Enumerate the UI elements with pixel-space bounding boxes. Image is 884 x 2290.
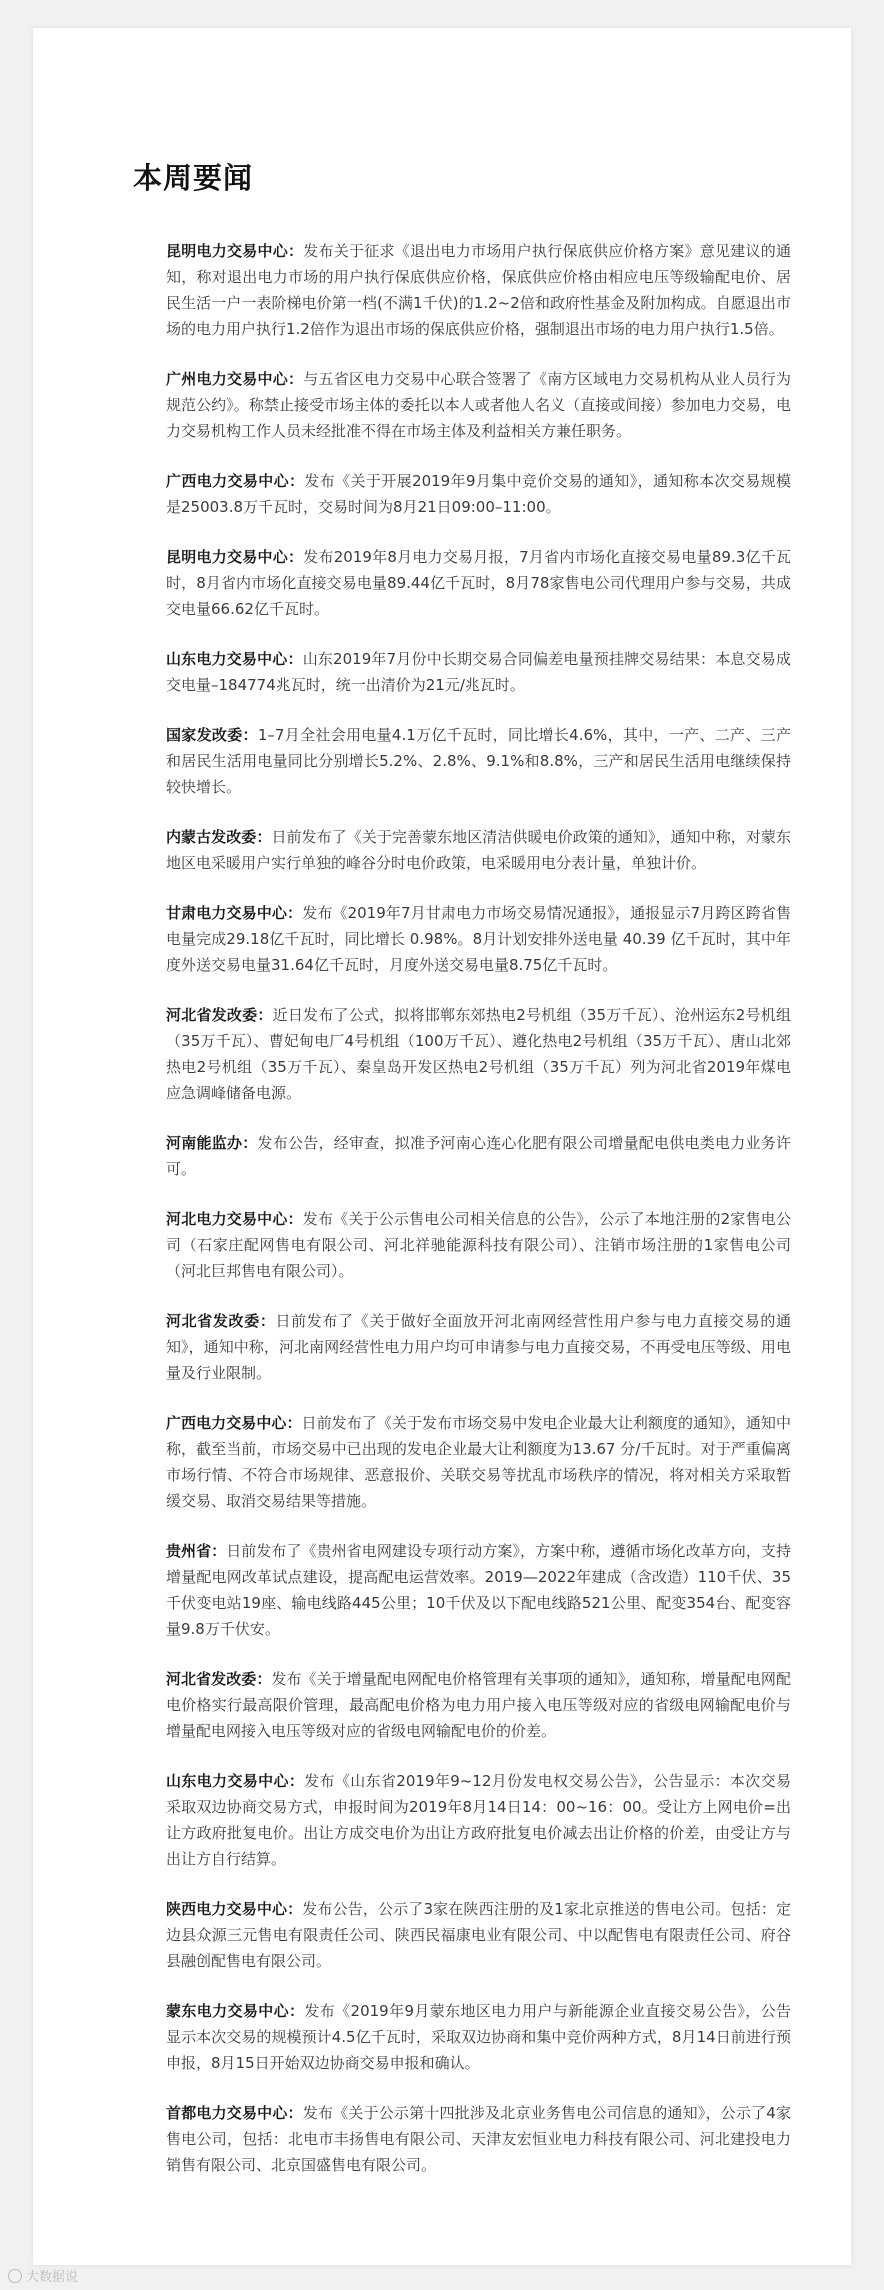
news-text: 日前发布了《关于做好全面放开河北南网经营性用户参与电力直接交易的通知》，通知中称，河北南网经营性电力用户均可申请参与电力直接交易，不再受电压等级、用电量及行业限制。 (166, 1312, 791, 1382)
watermark-logo-icon (8, 2269, 22, 2283)
news-item (166, 544, 791, 622)
watermark (8, 2266, 78, 2285)
news-source: 昆明电力交易中心： (166, 242, 304, 260)
news-item (166, 366, 791, 444)
news-list (166, 238, 791, 2202)
news-text: 发布《关于公示售电公司相关信息的公告》，公示了本地注册的2家售电公司（石家庄配网售电有限公司、河北祥驰能源科技有限公司）、注销市场注册的1家售电公司（河北巨邦售电有限公司）。 (166, 1210, 791, 1280)
news-item (166, 824, 791, 876)
news-item (166, 1308, 791, 1386)
news-source: 贵州省： (166, 1542, 227, 1560)
news-item (166, 1998, 791, 2076)
news-source: 蒙东电力交易中心： (166, 2002, 305, 2020)
news-text: 发布《2019年9月蒙东地区电力用户与新能源企业直接交易公告》，公告显示本次交易的规模预计4.5亿千瓦时，采取双边协商和集中竞价两种方式，8月14日前进行预申报，8月15日开始双边协商交易申报和确认。 (166, 2002, 791, 2072)
news-source: 山东电力交易中心： (166, 650, 303, 668)
news-source: 广州电力交易中心： (166, 370, 304, 388)
news-source: 广西电力交易中心： (166, 472, 305, 490)
news-text: 日前发布了《关于发布市场交易中发电企业最大让利额度的通知》，通知中称，截至当前，市场交易中已出现的发电企业最大让利额度为13.67 分/千瓦时。对于严重偏离市场行情、不符合市场规律、恶意报价、关联交易等扰乱市场秩序的情况，将对相关方采取暂缓交易、取消交易结果等措施。 (166, 1414, 791, 1510)
news-source: 河北省发改委： (166, 1312, 276, 1330)
news-text: 近日发布了公式，拟将邯郸东郊热电2号机组（35万千瓦）、沧州运东2号机组（35万千瓦）、曹妃甸电厂4号机组（100万千瓦）、遵化热电2号机组（35万千瓦）、唐山北郊热电2号机组（35万千瓦）、秦皇岛开发区热电2号机组（35万千瓦）列为河北省2019年煤电应急调峰储备电源。 (166, 1006, 791, 1102)
article-card (33, 28, 851, 2265)
news-text: 日前发布了《贵州省电网建设专项行动方案》，方案中称，遵循市场化改革方向，支持增量配电网改革试点建设，提高配电运营效率。2019—2022年建成（含改造）110千伏、35千伏变电站19座、输电线路445公里；10千伏及以下配电线路521公里、配变354台、配变容量9.8万千伏安。 (166, 1542, 791, 1638)
news-item (166, 900, 791, 978)
news-text: 发布《2019年7月甘肃电力市场交易情况通报》，通报显示7月跨区跨省售电量完成29.18亿千瓦时，同比增长 0.98%。8月计划安排外送电量 40.39 亿千瓦时，其中年度外送交易电量31.64亿千瓦时，月度外送交易电量8.75亿千瓦时。 (166, 904, 791, 974)
news-item (166, 1410, 791, 1514)
news-text: 发布《关于开展2019年9月集中竞价交易的通知》，通知称本次交易规模是25003.8万千瓦时，交易时间为8月21日09:00–11:00。 (166, 472, 791, 516)
news-source: 山东电力交易中心： (166, 1772, 305, 1790)
news-source: 昆明电力交易中心： (166, 548, 304, 566)
news-item (166, 722, 791, 800)
news-source: 河北省发改委： (166, 1006, 273, 1024)
news-source: 河北电力交易中心： (166, 1210, 303, 1228)
news-item (166, 1538, 791, 1642)
news-text: 发布《山东省2019年9~12月份发电权交易公告》，公告显示：本次交易采取双边协商交易方式，申报时间为2019年8月14日14：00~16：00。受让方上网电价=出让方政府批复电价。出让方成交电价为出让方政府批复电价减去出让价格的价差，由受让方与出让方自行结算。 (166, 1772, 791, 1868)
news-source: 首都电力交易中心： (166, 2104, 303, 2122)
news-item (166, 1666, 791, 1744)
news-source: 内蒙古发改委： (166, 828, 272, 846)
news-item (166, 646, 791, 698)
news-source: 陕西电力交易中心： (166, 1900, 303, 1918)
news-item (166, 468, 791, 520)
news-text: 发布《关于公示第十四批涉及北京业务售电公司信息的通知》，公示了4家售电公司，包括：北电市丰扬售电有限公司、天津友宏恒业电力科技有限公司、河北建投电力销售有限公司、北京国盛售电有限公司。 (166, 2104, 791, 2174)
news-source: 广西电力交易中心： (166, 1414, 302, 1432)
news-item (166, 1206, 791, 1284)
news-text: 发布公告，经审查，拟准予河南心连心化肥有限公司增量配电供电类电力业务许可。 (166, 1134, 791, 1178)
news-source: 河北省发改委： (166, 1670, 272, 1688)
news-text: 日前发布了《关于完善蒙东地区清洁供暖电价政策的通知》，通知中称，对蒙东地区电采暖用户实行单独的峰谷分时电价政策，电采暖用电分表计量，单独计价。 (166, 828, 791, 872)
news-source: 国家发改委： (166, 726, 258, 744)
news-text: 发布公告，公示了3家在陕西注册的及1家北京推送的售电公司。包括：定边县众源三元售电有限责任公司、陕西民福康电业有限公司、中以配售电有限责任公司、府谷县融创配售电有限公司。 (166, 1900, 791, 1970)
news-item (166, 1002, 791, 1106)
news-text: 1–7月全社会用电量4.1万亿千瓦时，同比增长4.6%，其中，一产、二产、三产和居民生活用电量同比分别增长5.2%、2.8%、9.1%和8.8%，三产和居民生活用电继续保持较快增长。 (166, 726, 791, 796)
news-text: 发布2019年8月电力交易月报，7月省内市场化直接交易电量89.3亿千瓦时，8月省内市场化直接交易电量89.44亿千瓦时，8月78家售电公司代理用户参与交易，共成交电量66.62亿千瓦时。 (166, 548, 791, 618)
news-item (166, 1130, 791, 1182)
news-item (166, 1896, 791, 1974)
news-item (166, 1768, 791, 1872)
news-item (166, 238, 791, 342)
news-source: 河南能监办： (166, 1134, 258, 1152)
news-text: 发布《关于增量配电网配电价格管理有关事项的通知》，通知称，增量配电网配电价格实行最高限价管理，最高配电价格为电力用户接入电压等级对应的省级电网输配电价与增量配电网接入电压等级对应的省级电网输配电价的价差。 (166, 1670, 791, 1740)
news-text: 山东2019年7月份中长期交易合同偏差电量预挂牌交易结果：本息交易成交电量–184774兆瓦时，统一出清价为21元/兆瓦时。 (166, 650, 791, 694)
watermark-text: 大数据说 (26, 2270, 79, 2285)
news-text: 发布关于征求《退出电力市场用户执行保底供应价格方案》意见建议的通知，称对退出电力市场的用户执行保底供应价格，保底供应价格由相应电压等级输配电价、居民生活一户一表阶梯电价第一档(不满1千伏)的1.2~2倍和政府性基金及附加构成。自愿退出市场的电力用户执行1.2倍作为退出市场的保底供应价格，强制退出市场的电力用户执行1.5倍。 (166, 242, 791, 338)
news-source: 甘肃电力交易中心： (166, 904, 303, 922)
news-item (166, 2100, 791, 2178)
page-title: 本周要闻 (133, 161, 254, 195)
news-text: 与五省区电力交易中心联合签署了《南方区域电力交易机构从业人员行为规范公约》。称禁止接受市场主体的委托以本人或者他人名义（直接或间接）参加电力交易，电力交易机构工作人员未经批准不得在市场主体及利益相关方兼任职务。 (166, 370, 791, 440)
